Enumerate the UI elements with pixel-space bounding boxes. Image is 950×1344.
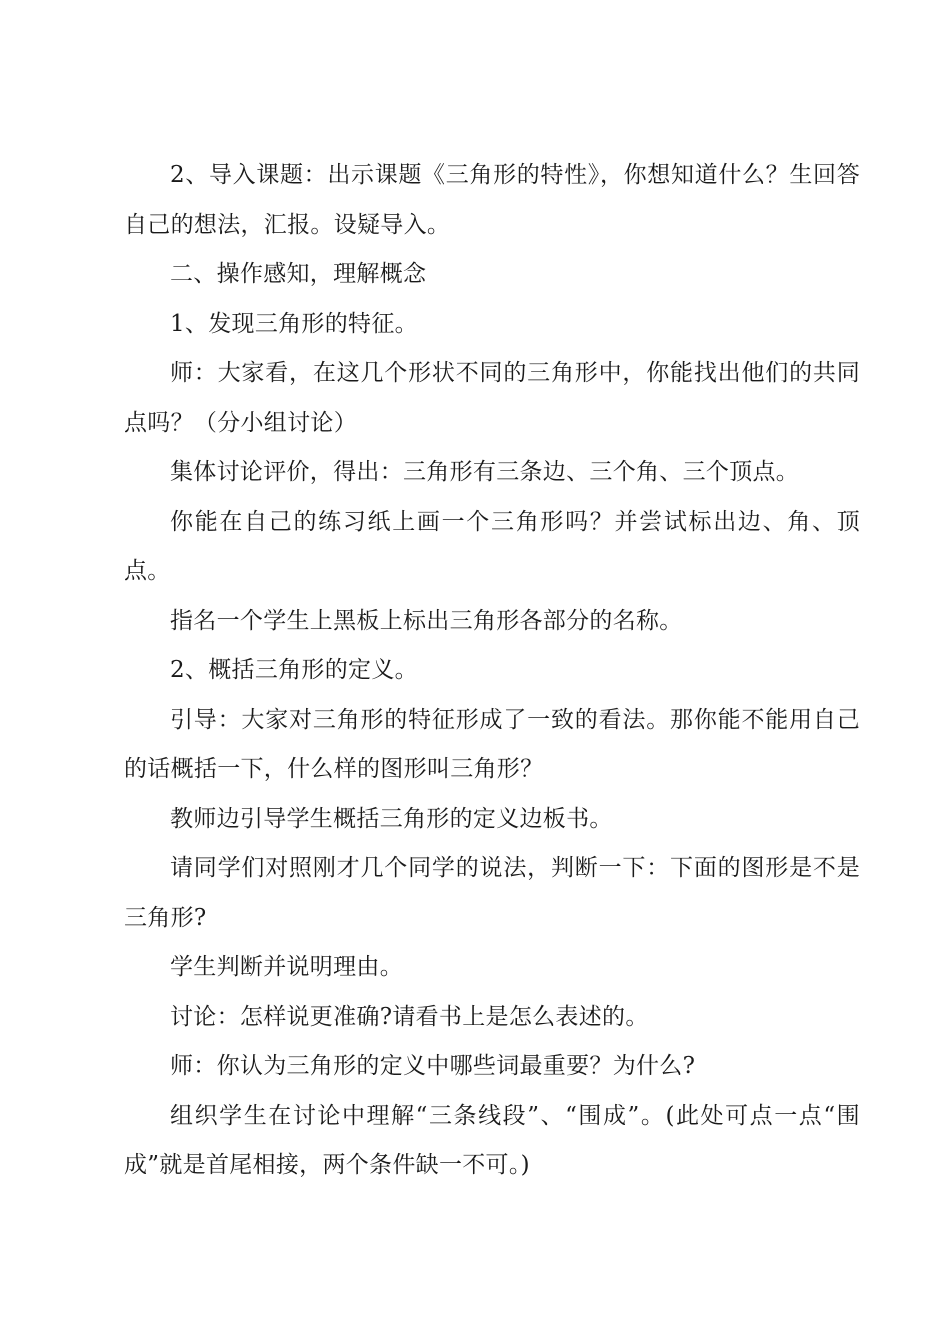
paragraph: 讨论：怎样说更准确?请看书上是怎么表述的。: [170, 1003, 649, 1030]
subsection-heading: 2、概括三角形的定义。: [170, 657, 418, 683]
paragraph: 师：你认为三角形的定义中哪些词最重要？为什么?: [170, 1053, 696, 1079]
subsection-heading: 1、发现三角形的特征。: [170, 310, 418, 337]
paragraph: 教师边引导学生概括三角形的定义边板书。: [170, 805, 613, 832]
section-heading: 二、操作感知，理解概念: [170, 261, 427, 287]
paragraph: 组织学生在讨论中理解“三条线段”、“围成”。(此处可点一点“围成”就是首尾相接，两个条件缺一不可。): [124, 1102, 860, 1178]
paragraph: 指名一个学生上黑板上标出三角形各部分的名称。: [170, 607, 683, 634]
paragraph: 你能在自己的练习纸上画一个三角形吗？并尝试标出边、角、顶点。: [124, 508, 860, 584]
paragraph: 2、导入课题：出示课题《三角形的特性》，你想知道什么？生回答自己的想法，汇报。设疑导入。: [124, 162, 860, 238]
paragraph: 引导：大家对三角形的特征形成了一致的看法。那你能不能用自己的话概括一下，什么样的图形叫三角形？: [124, 706, 860, 782]
paragraph: 师：大家看，在这几个形状不同的三角形中，你能找出他们的共同点吗？（分小组讨论）: [124, 360, 860, 436]
paragraph: 学生判断并说明理由。: [170, 954, 403, 980]
document-body: [124, 151, 860, 1191]
paragraph: 集体讨论评价，得出：三角形有三条边、三个角、三个顶点。: [170, 459, 800, 485]
paragraph: 请同学们对照刚才几个同学的说法，判断一下：下面的图形是不是三角形?: [124, 855, 860, 931]
